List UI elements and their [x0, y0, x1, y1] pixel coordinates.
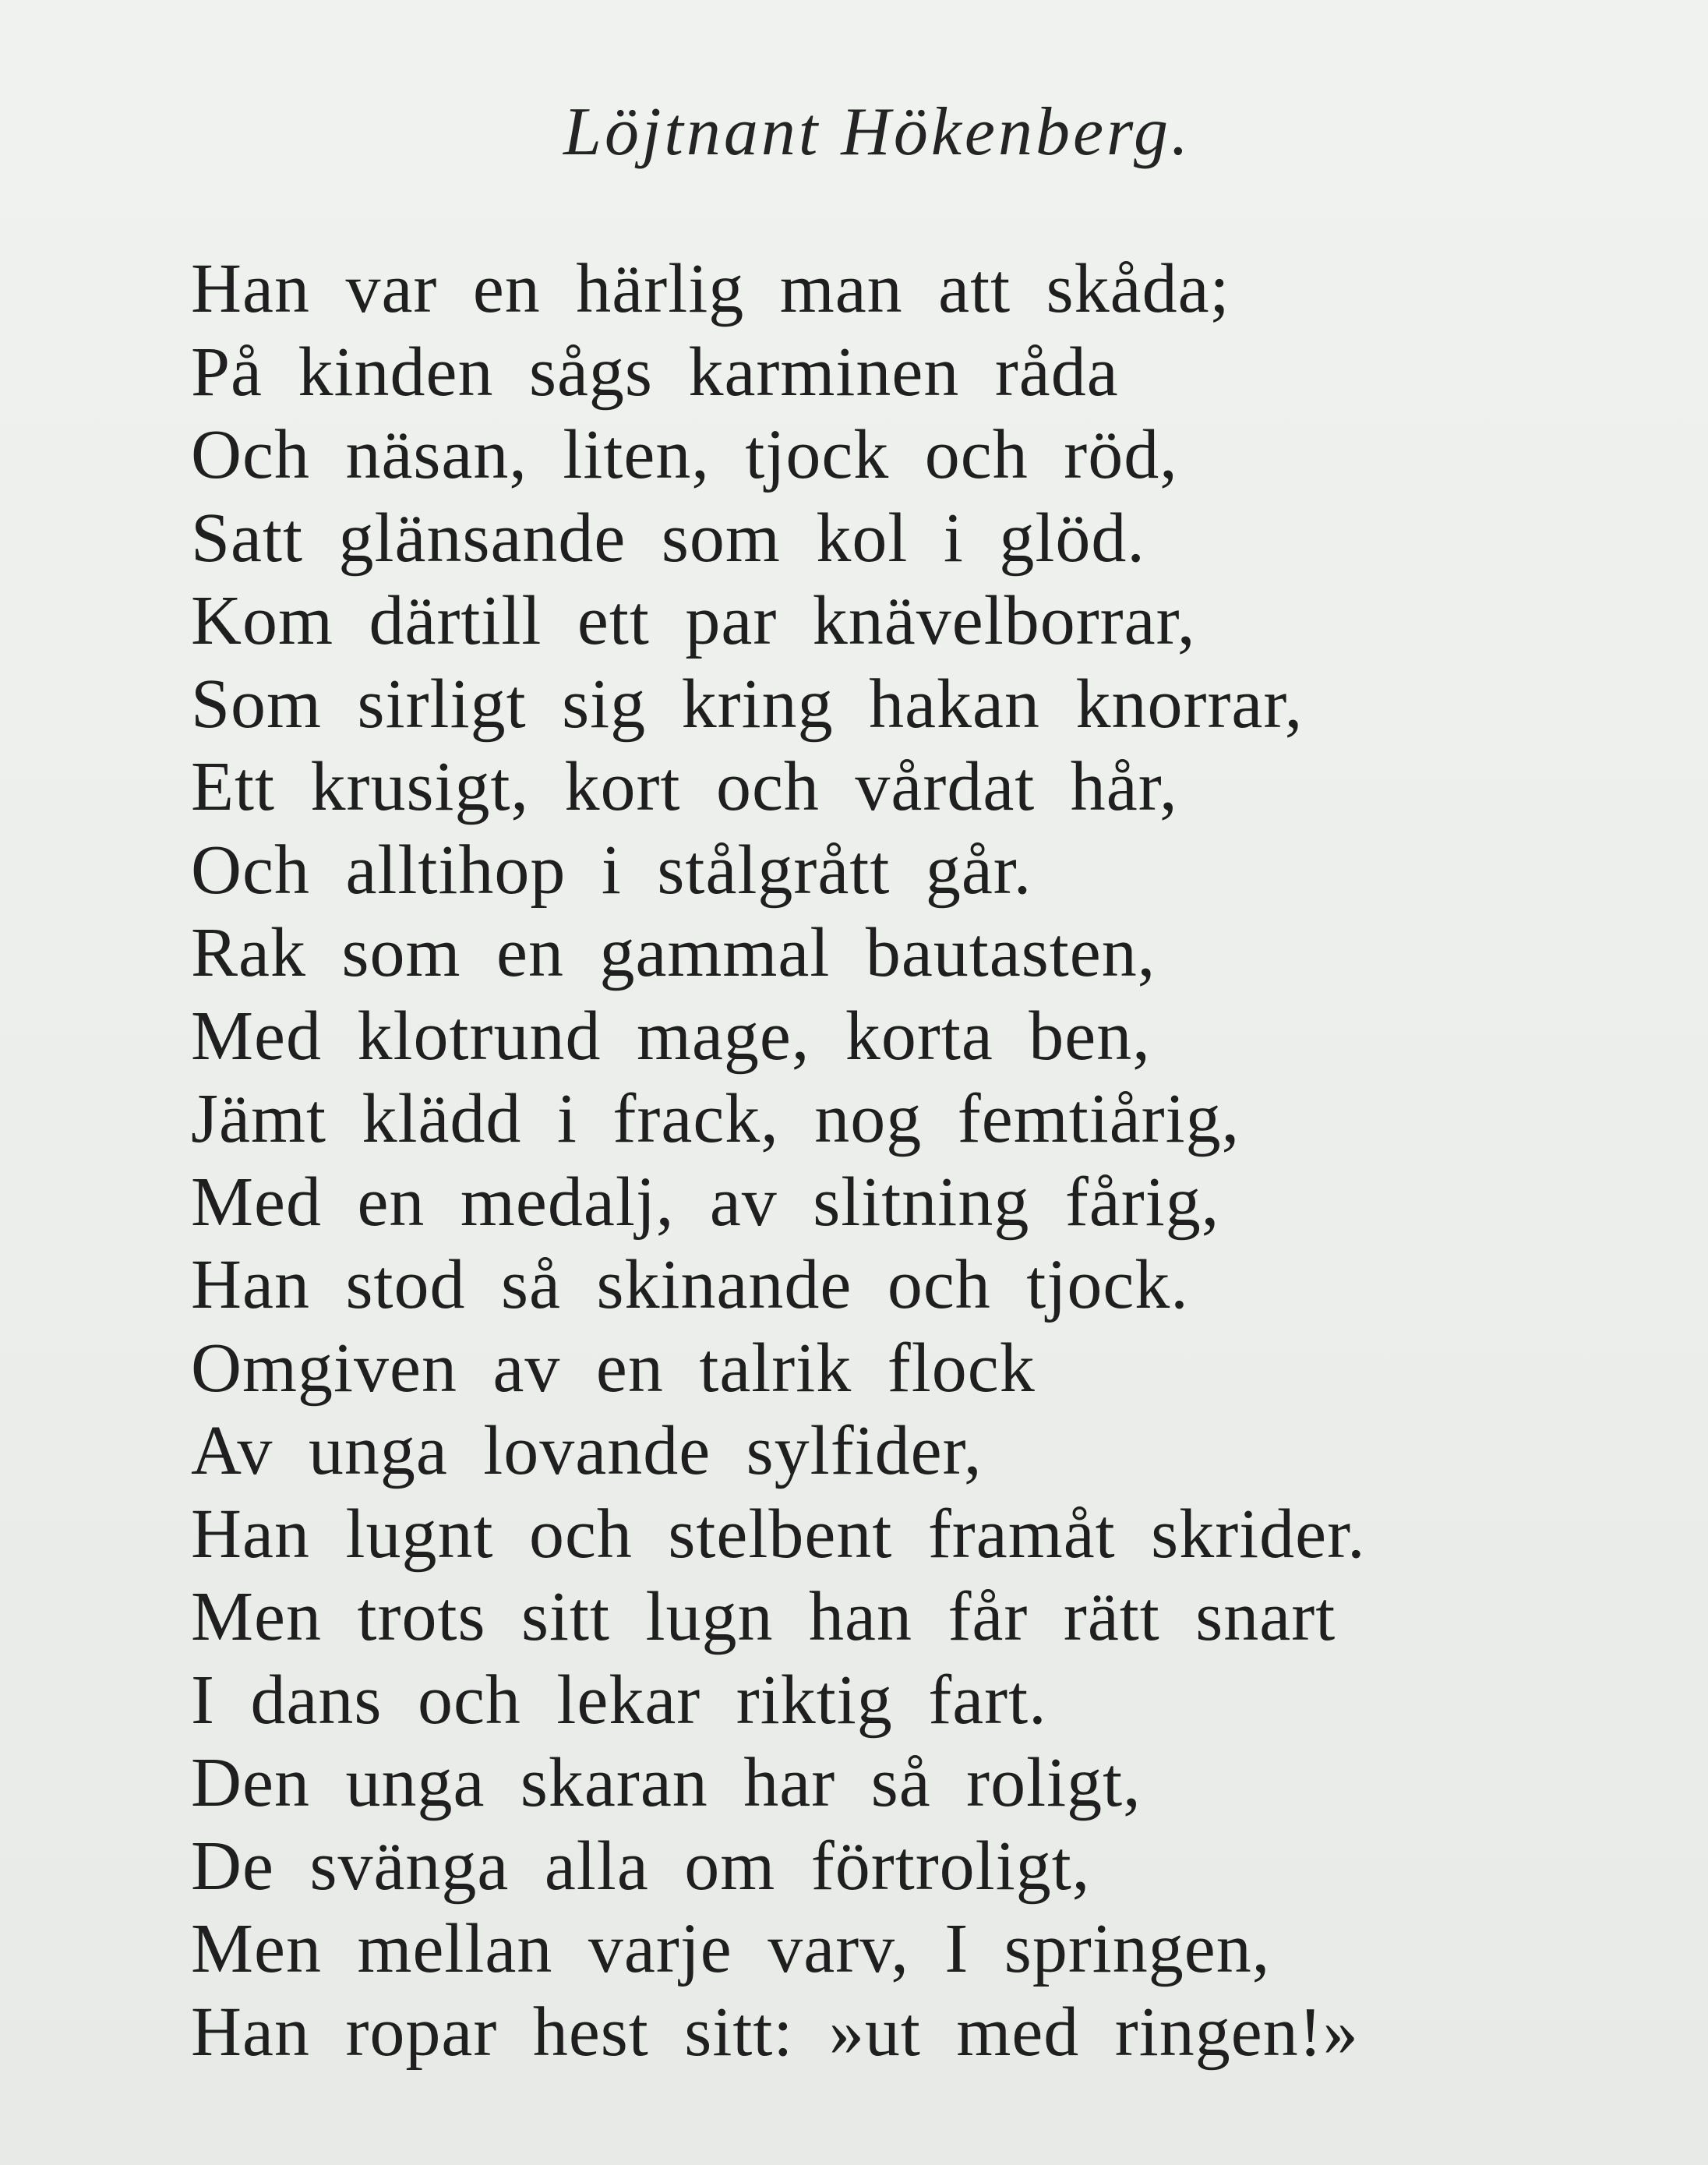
poem-line: Med klotrund mage, korta ben, — [191, 997, 1151, 1075]
poem-line: Ett krusigt, kort och vårdat hår, — [191, 748, 1178, 825]
poem-line: Rak som en gammal bautasten, — [191, 914, 1156, 991]
poem-line: Av unga lovande sylfider, — [191, 1412, 983, 1489]
poem-line: Han stod så skinande och tjock. — [191, 1246, 1189, 1323]
poem-line: Och näsan, liten, tjock och röd, — [191, 416, 1178, 493]
poem-line: I dans och lekar riktig fart. — [191, 1661, 1047, 1739]
poem-line: Jämt klädd i frack, nog femtiårig, — [191, 1080, 1240, 1157]
poem-line: Han ropar hest sitt: »ut med ringen!» — [191, 1993, 1359, 2071]
poem-line: Och alltihop i stålgrått går. — [191, 831, 1032, 909]
poem-line: Med en medalj, av slitning fårig, — [191, 1163, 1220, 1241]
poem-body — [191, 248, 1593, 2074]
poem-line: Kom därtill ett par knävelborrar, — [191, 582, 1196, 659]
poem-line: Omgiven av en talrik flock — [191, 1329, 1036, 1407]
poem-line: Men mellan varje varv, I springen, — [191, 1910, 1271, 1987]
poem-title: Löjtnant Hökenberg. — [563, 94, 1191, 170]
poem-line: Han var en härlig man att skåda; — [191, 250, 1230, 327]
poem-line: På kinden sågs karminen råda — [191, 333, 1119, 411]
poem-line: Men trots sitt lugn han får rätt snart — [191, 1578, 1336, 1655]
poem-line: Den unga skaran har så roligt, — [191, 1744, 1142, 1821]
poem-line: Han lugnt och stelbent framåt skrider. — [191, 1495, 1366, 1573]
poem-line: Satt glänsande som kol i glöd. — [191, 499, 1145, 577]
poem-line: Som sirligt sig kring hakan knorrar, — [191, 665, 1304, 743]
poem-line: De svänga alla om förtroligt, — [191, 1827, 1091, 1905]
